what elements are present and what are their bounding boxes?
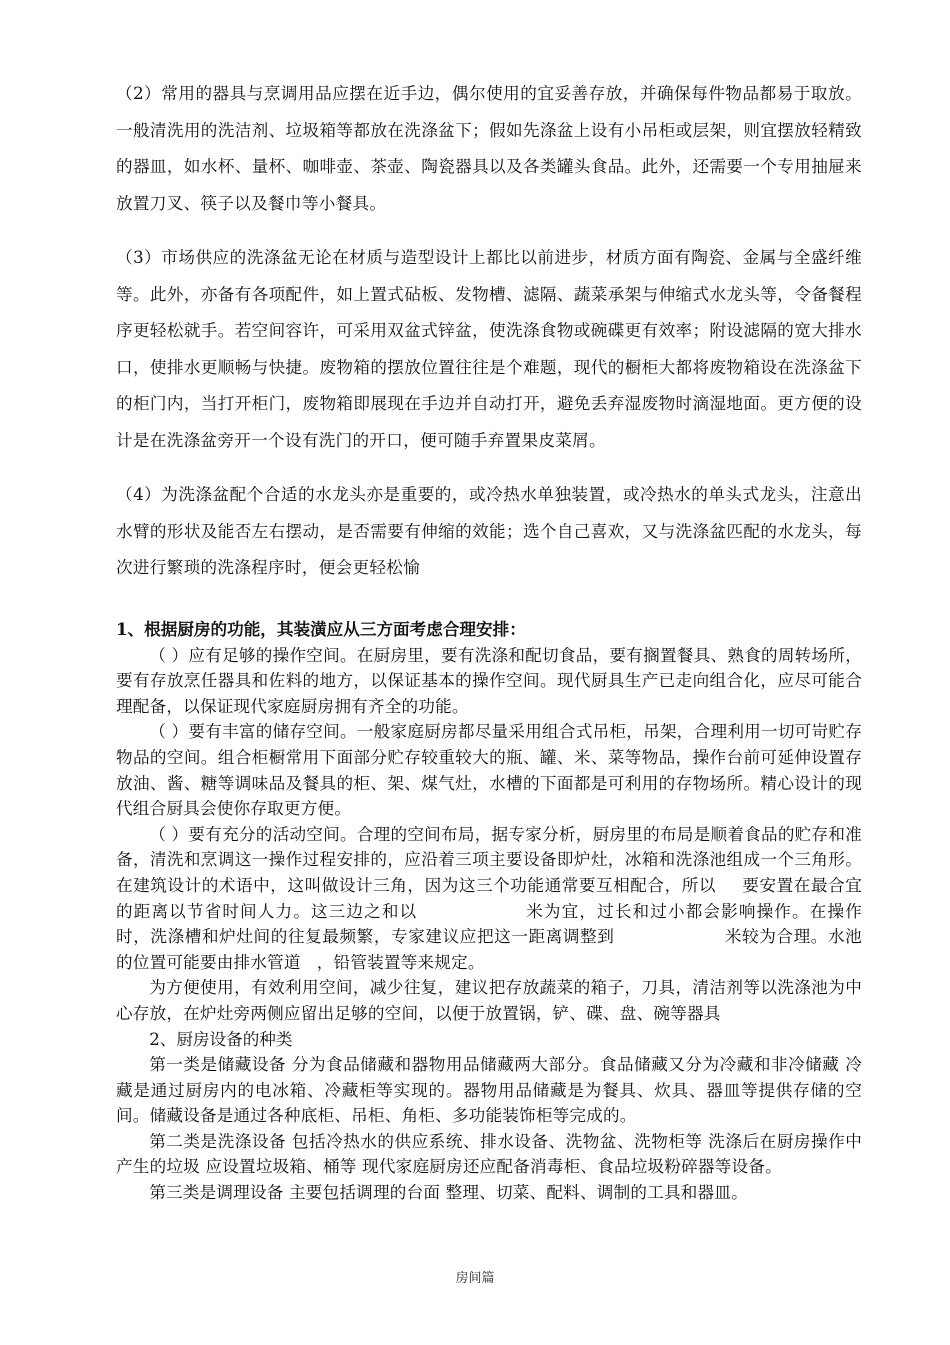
activity-text-d: 米较为合理。水池的位置可能要由排水管道 [116, 927, 862, 972]
equipment-storage: 第一类是储藏设备 分为食品储藏和器物用品储藏两大部分。食品储藏又分为冷藏和非冷储藏 冷藏是通过厨房内的电冰箱、冷藏柜等实现的。器物用品储藏是为餐具、炊具、器皿等提供存储的空间。储藏设备是通过各种底柜、吊柜、角柜、多功能装饰柜等完成的。 [116, 1055, 862, 1126]
kitchen-function-section [116, 617, 862, 1206]
item-storage-space: （ ）要有丰富的储存空间。一般家庭厨房都尽量采用组合式吊柜，吊架，合理利用一切可岢贮存物品的空间。组合柜橱常用下面部分贮存较重较大的瓶、罐、米、菜等物品，操作台前可延伸设置存放油、酱、糖等调味品及餐具的柜、架、煤气灶，水槽的下面都是可利用的存物场所。精心设计的现代组合厨具会使你存取更方便。 [116, 722, 862, 819]
paragraph-2: （2）常用的器具与烹调用品应摆在近手边，偶尔使用的宜妥善存放，并确保每件物品都易于取放。一般清洗用的洗洁剂、垃圾箱等都放在洗涤盆下；假如先涤盆上设有小吊柜或层架，则宜摆放轻精致的器皿，如水杯、量杯、咖啡壶、茶壶、陶瓷器具以及各类罐头食品。此外，还需要一个专用抽屉来放置刀叉、筷子以及餐巾等小餐具。 [116, 84, 862, 213]
item-storage-advice: 为方便使用，有效利用空间，减少往复，建议把存放蔬菜的箱子，刀具，清洁剂等以洗涤池为中心存放，在炉灶旁两侧应留出足够的空间，以便于放置锅，铲、碟、盘、碗等器具 [116, 978, 862, 1023]
equipment-washing: 第二类是洗涤设备 包括冷热水的供应系统、排水设备、洗物盆、洗物柜等 洗涤后在厨房操作中产生的垃圾 应设置垃圾箱、桶等 现代家庭厨房还应配备消毒柜、食品垃圾粉碎器等设备。 [116, 1131, 862, 1177]
section-heading-1: 1、根据厨房的功能，其装潢应从三方面考虑合理安排： [116, 619, 526, 639]
page-footer: 房间篇 [455, 1271, 495, 1286]
item-operating-space: （ ）应有足够的操作空间。在厨房里，要有洗涤和配切食品，要有搁置餐具、熟食的周转场所，要有存放烹任器具和佐料的地方，以保证基本的操作空间。现代厨具生产已走向组合化，应尽可能合理配备，以保证现代家庭厨房拥有齐全的功能。 [116, 645, 862, 716]
activity-text-c: 米为宜，过长和过小都会影响操作。在操作时，洗涤槽和炉灶间的往复最频繁，专家建议应把这一距离调整到 [116, 901, 862, 947]
activity-text-a: （ ）要有充分的活动空间。合理的空间布局，据专家分析，厨房里的布局是顺着食品的贮存和准备，清洗和烹调这一操作过程安排的，应沿着三项主要设备即炉灶，冰箱和洗涤池组成一个三角形。在建筑设计的术语中，这叫做设计三角，因为这三个功能通常要互相配合，所以 [116, 824, 862, 895]
paragraph-4: （4）为洗涤盆配个合适的水龙头亦是重要的，或冷热水单独装置，或冷热水的单头式龙头，注意出水臂的形状及能否左右摆动，是否需要有伸缩的效能；选个自己喜欢，又与洗涤盆匹配的水龙头，每次进行繁琐的洗涤程序时，便会更轻松愉 [116, 485, 862, 577]
activity-text-b: 要安置在最合宜的距离以节省时间人力。这三边之和以 [116, 875, 862, 921]
equipment-preparation: 第三类是调理设备 主要包括调理的台面 整理、切菜、配料、调制的工具和器皿。 [149, 1183, 748, 1203]
paragraph-3: （3）市场供应的洗涤盆无论在材质与造型设计上都比以前进步，材质方面有陶瓷、金属与全盛纤维等。此外，亦备有各项配件，如上置式砧板、发物槽、滤隔、蔬菜承架与伸缩式水龙头等，令备餐程序更轻松就手。若空间容许，可采用双盆式锌盆，使洗涤食物或碗碟更有效率；附设滤隔的宽大排水口，使排水更顺畅与快捷。废物箱的摆放位置往往是个难题，现代的橱柜大都将废物箱设在洗涤盆下的柜门内，当打开柜门，废物箱即展现在手边并自动打开，避免丢弃湿废物时滴湿地面。更方便的设计是在洗涤盆旁开一个设有洗门的开口，便可随手弃置果皮菜屑。 [116, 248, 862, 450]
section-heading-2: 2、厨房设备的种类 [149, 1029, 293, 1049]
activity-text-e: ，铅管装置等来规定。 [316, 952, 485, 972]
item-activity-space [116, 822, 862, 976]
sink-section [116, 76, 862, 605]
